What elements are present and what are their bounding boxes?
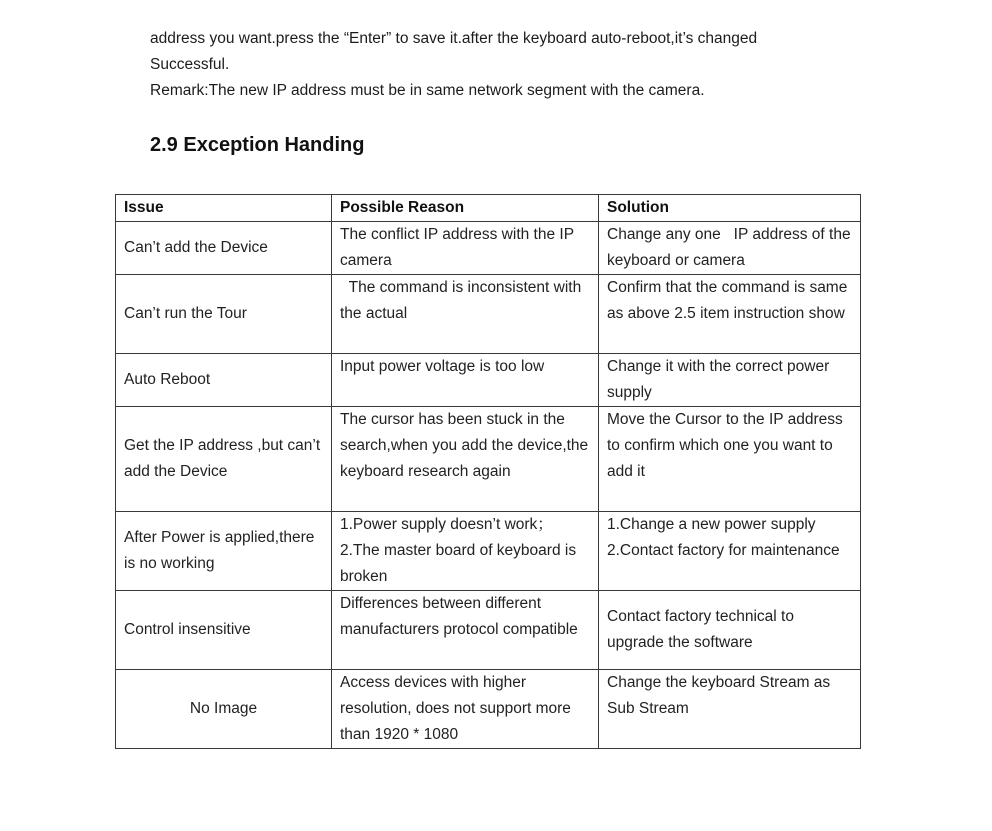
reason-cell: The command is inconsistent with the actual [332, 275, 599, 354]
section-heading: 2.9 Exception Handing [150, 134, 365, 156]
table-row [116, 222, 861, 275]
solution-cell: Confirm that the command is same as above 2.5 item instruction show [599, 275, 861, 354]
table-row [116, 512, 861, 591]
solution-cell: Change it with the correct power supply [599, 354, 861, 407]
issue-cell: Auto Reboot [116, 354, 332, 407]
reason-cell: The cursor has been stuck in the search,when you add the device,the keyboard research again [332, 407, 599, 512]
reason-cell: Access devices with higher resolution, does not support more than 1920 * 1080 [332, 670, 599, 749]
intro-remark: Remark:The new IP address must be in same network segment with the camera. [150, 82, 705, 99]
table-row [116, 354, 861, 407]
issue-cell: After Power is applied,there is no working [116, 512, 332, 591]
header-solution: Solution [599, 195, 861, 222]
solution-cell: Contact factory technical to upgrade the software [599, 591, 861, 670]
table-row [116, 275, 861, 354]
table-row [116, 591, 861, 670]
reason-cell: Differences between different manufacturers protocol compatible [332, 591, 599, 670]
header-issue: Issue [116, 195, 332, 222]
intro-line-1: address you want.press the “Enter” to save it.after the keyboard auto-reboot,it’s changed [150, 30, 758, 47]
issue-cell: Can’t run the Tour [116, 275, 332, 354]
intro-line-2: Successful. [150, 56, 230, 73]
table-row [116, 407, 861, 512]
table-header-row [116, 195, 861, 222]
solution-cell: Change any one IP address of the keyboard or camera [599, 222, 861, 275]
reason-cell: Input power voltage is too low [332, 354, 599, 407]
table-row [116, 670, 861, 749]
issue-cell: Control insensitive [116, 591, 332, 670]
header-possible-reason: Possible Reason [332, 195, 599, 222]
issue-cell: Can’t add the Device [116, 222, 332, 275]
issue-cell: No Image [116, 670, 332, 749]
solution-cell: 1.Change a new power supply 2.Contact factory for maintenance [599, 512, 861, 591]
reason-cell: 1.Power supply doesn’t work； 2.The master board of keyboard is broken [332, 512, 599, 591]
reason-cell: The conflict IP address with the IP camera [332, 222, 599, 275]
solution-cell: Move the Cursor to the IP address to confirm which one you want to add it [599, 407, 861, 512]
solution-cell: Change the keyboard Stream as Sub Stream [599, 670, 861, 749]
exception-table [115, 194, 861, 749]
issue-cell: Get the IP address ,but can’t add the Device [116, 407, 332, 512]
